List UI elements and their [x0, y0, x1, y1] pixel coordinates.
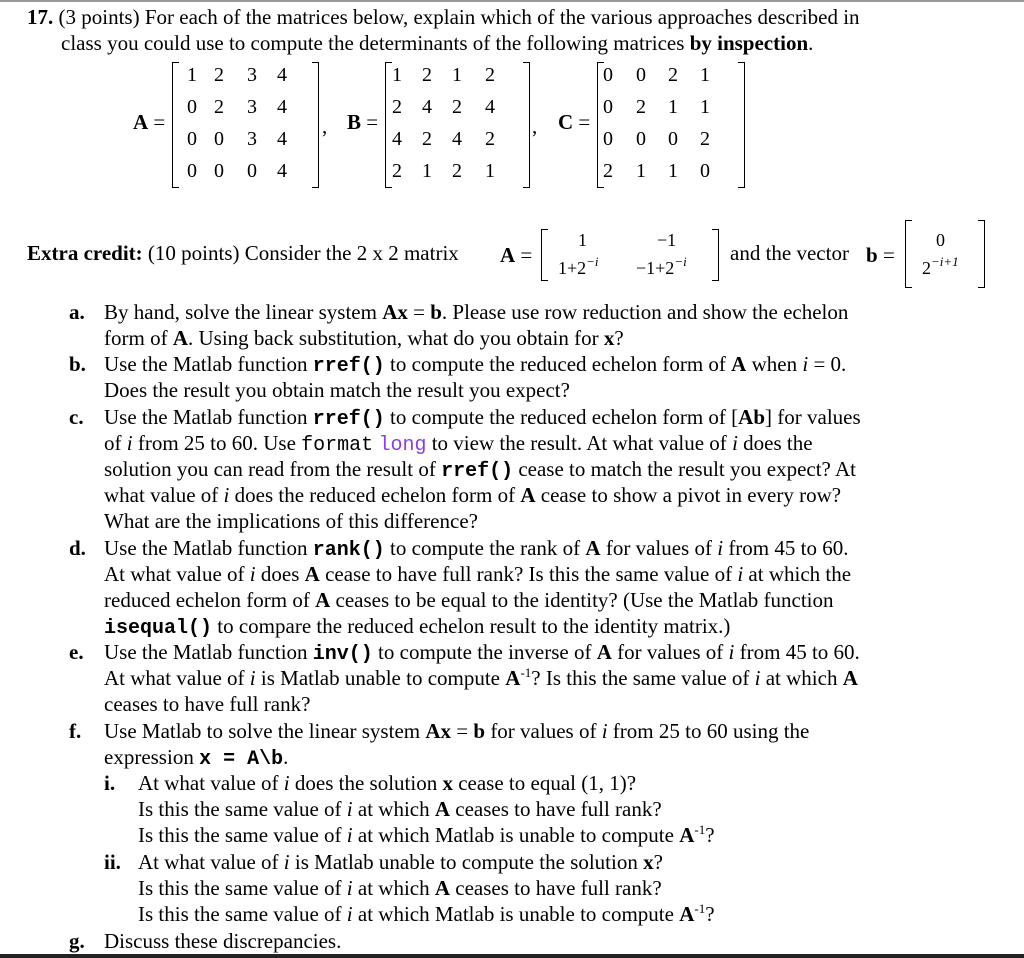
item-f-ii-line3: Is this the same value of i at which Matlab is unable to compute $A^{-1}$?: [138, 901, 715, 926]
code-backslash: x = A\b: [199, 748, 284, 771]
item-d-line3: reduced echelon form of A ceases to be equal to the identity? (Use the Matlab function: [104, 588, 834, 612]
extra-credit-label: Extra credit:: [27, 241, 143, 265]
ec-b-bracket-right: [978, 220, 985, 288]
item-g-label: g.: [69, 929, 85, 953]
matrix-a-cell: 4: [277, 160, 287, 182]
code-rref: rref(): [312, 355, 385, 378]
item-c-line1: Use the Matlab function rref() to compute the reduced echelon form of [Ab] for values: [104, 405, 861, 431]
code-isequal: isequal(): [104, 617, 213, 640]
item-c-line2: of i from 25 to 60. Use format long to view the result. At what value of i does the: [104, 431, 813, 457]
item-a-line1: By hand, solve the linear system Ax = b. Please use row reduction and show the echelon: [104, 300, 849, 324]
code-format: format: [301, 434, 374, 457]
matrix-c-cell: 0: [668, 128, 678, 150]
matrix-b-cell: 2: [422, 128, 432, 150]
ec-a22: $-1+2^{-i}$: [636, 254, 687, 278]
code-inv: inv(): [312, 643, 373, 666]
item-f-label: f.: [69, 719, 82, 743]
matrix-b-cell: 4: [452, 128, 462, 150]
item-b-line2: Does the result you obtain match the result you expect?: [104, 378, 570, 402]
ec-b-bracket-left: [905, 220, 912, 288]
matrix-a-cell: 3: [247, 128, 257, 150]
item-c-line3: solution you can read from the result of rref() cease to match the result you expect? At: [104, 457, 856, 483]
extra-credit-line: Extra credit: (10 points) Consider the 2 x 2 matrix: [27, 241, 459, 265]
matrix-a-label: A =: [133, 110, 166, 134]
item-f-ii-label: ii.: [104, 850, 121, 874]
matrix-c-cell: 0: [636, 64, 646, 86]
ec-a-bracket-left: [541, 229, 548, 281]
bottom-rule: [0, 954, 1024, 958]
matrix-b-cell: 2: [392, 160, 402, 182]
problem-points: (3 points) For each of the matrices below, explain which of the various approaches described in: [58, 5, 860, 29]
ec-b1: 0: [936, 230, 945, 250]
matrix-b-cell: 2: [392, 96, 402, 118]
ec-and-vector: and the vector: [730, 241, 849, 265]
matrix-c-cell: 1: [636, 160, 646, 182]
ec-b2: $2^{-i+1}$: [922, 254, 959, 278]
matrix-c-cell: 0: [636, 128, 646, 150]
ec-a-label: A =: [500, 243, 533, 267]
item-e-line1: Use the Matlab function inv() to compute the inverse of A for values of i from 45 to 60.: [104, 640, 860, 666]
item-e-line3: ceases to have full rank?: [104, 692, 311, 716]
item-b-line1: Use the Matlab function rref() to compute the reduced echelon form of A when i = 0.: [104, 352, 847, 378]
matrix-a-cell: 2: [214, 96, 224, 118]
matrix-b-cell: 1: [485, 160, 495, 182]
matrix-a-cell: 2: [214, 64, 224, 86]
code-rref: rref(): [312, 408, 385, 431]
matrix-a-name: A: [133, 110, 149, 134]
matrix-b-cell: 4: [392, 128, 402, 150]
matrix-a-cell: 1: [187, 64, 197, 86]
code-rank: rank(): [312, 539, 385, 562]
item-f-i-line1: At what value of i does the solution x cease to equal (1, 1)?: [138, 771, 637, 795]
problem-number: 17.: [27, 5, 54, 29]
matrix-c-cell: 0: [700, 160, 710, 182]
ec-a12: −1: [657, 230, 677, 250]
item-f-i-label: i.: [104, 771, 116, 795]
matrix-a-cell: 4: [277, 128, 287, 150]
item-d-line1: Use the Matlab function rank() to compute the rank of A for values of i from 45 to 60.: [104, 536, 849, 562]
item-d-line4: isequal() to compare the reduced echelon result to the identity matrix.): [104, 614, 731, 640]
matrix-a-cell: 4: [277, 64, 287, 86]
item-d-line2: At what value of i does A cease to have full rank? Is this the same value of i at which the: [104, 562, 852, 586]
ec-a11: 1: [578, 230, 587, 250]
matrix-c-cell: 0: [603, 128, 613, 150]
item-a-line2: form of A. Using back substitution, what do you obtain for x?: [104, 326, 624, 350]
item-e-line2: At what value of i is Matlab unable to compute $A^{-1}$? Is this the same value of i at which A: [104, 665, 858, 690]
item-f-line1: Use Matlab to solve the linear system Ax = b for values of i from 25 to 60 using the: [104, 719, 810, 743]
matrix-c-cell: 2: [636, 96, 646, 118]
top-rule: [0, 0, 1024, 2]
item-f-line2: expression x = A\b.: [104, 745, 289, 771]
matrix-b-cell: 2: [452, 96, 462, 118]
matrix-a-cell: 3: [247, 96, 257, 118]
matrix-c-cell: 1: [700, 64, 710, 86]
ec-a-bracket-right: [712, 229, 719, 281]
item-g-line1: Discuss these discrepancies.: [104, 929, 342, 953]
matrix-b-cell: 2: [452, 160, 462, 182]
ec-b-label: b =: [866, 243, 895, 267]
matrix-c-cell: 1: [700, 96, 710, 118]
matrix-b-cell: 4: [422, 96, 432, 118]
matrix-b-cell: 4: [485, 96, 495, 118]
problem-header-line1: [27, 4, 860, 30]
matrix-b-bracket-right: [523, 62, 530, 188]
code-long: long: [378, 434, 427, 457]
item-f-i-line2: Is this the same value of i at which A ceases to have full rank?: [138, 797, 662, 821]
problem-header-line2: class you could use to compute the determinants of the following matrices by inspection.: [61, 31, 814, 55]
matrix-c-cell: 2: [700, 128, 710, 150]
matrix-a-cell: 0: [214, 128, 224, 150]
item-f-ii-line1: At what value of i is Matlab unable to compute the solution x?: [138, 850, 663, 874]
item-c-line4: what value of i does the reduced echelon form of A cease to show a pivot in every row?: [104, 483, 842, 507]
matrix-separator-comma: ,: [532, 114, 538, 138]
matrix-c-bracket-right: [738, 62, 745, 188]
matrix-a-cell: 0: [214, 160, 224, 182]
matrix-b-cell: 1: [452, 64, 462, 86]
matrix-a-cell: 4: [277, 96, 287, 118]
code-rref: rref(): [441, 460, 514, 483]
item-f-i-line3: Is this the same value of i at which Matlab is unable to compute $A^{-1}$?: [138, 822, 715, 847]
matrix-a-cell: 0: [247, 160, 257, 182]
item-a-label: a.: [69, 300, 85, 324]
item-e-label: e.: [69, 640, 84, 664]
matrix-a-bracket-right: [312, 62, 319, 188]
matrix-separator-comma: ,: [322, 114, 328, 138]
matrix-c-cell: 2: [603, 160, 613, 182]
item-f-ii-line2: Is this the same value of i at which A ceases to have full rank?: [138, 876, 662, 900]
matrix-b-cell: 2: [422, 64, 432, 86]
matrix-c-cell: 1: [668, 96, 678, 118]
matrix-a-bracket-left: [172, 62, 179, 188]
matrix-a-cell: 0: [187, 96, 197, 118]
matrix-b-label: B =: [347, 110, 379, 134]
ec-a21: $1+2^{-i}$: [558, 254, 599, 278]
matrix-a-cell: 3: [247, 64, 257, 86]
matrix-b-name: B: [347, 110, 362, 134]
matrix-c-cell: 1: [668, 160, 678, 182]
item-d-label: d.: [69, 536, 86, 560]
item-c-line5: What are the implications of this difference?: [104, 509, 478, 533]
matrix-a-cell: 0: [187, 128, 197, 150]
matrix-c-cell: 2: [668, 64, 678, 86]
matrix-b-cell: 2: [485, 128, 495, 150]
matrix-b-cell: 1: [392, 64, 402, 86]
matrix-c-cell: 0: [603, 64, 613, 86]
matrix-b-cell: 2: [485, 64, 495, 86]
matrix-c-name: C: [558, 110, 574, 134]
matrix-c-cell: 0: [603, 96, 613, 118]
matrix-a-cell: 0: [187, 160, 197, 182]
matrix-c-label: C =: [558, 110, 591, 134]
matrix-b-cell: 1: [422, 160, 432, 182]
item-b-label: b.: [69, 352, 86, 376]
item-c-label: c.: [69, 405, 84, 429]
